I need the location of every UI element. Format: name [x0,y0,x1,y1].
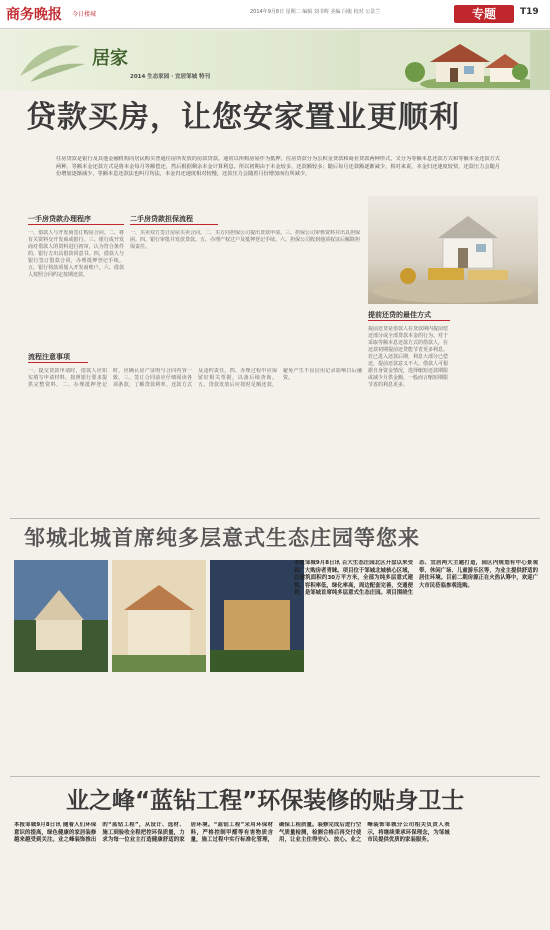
page-number: T19 [520,7,539,17]
article-divider [10,776,540,777]
headline-blue-diamond: 业之峰“蓝钻工程”环保装修的贴身卫士 [66,788,465,814]
section-text-prepay-cont [454,326,538,514]
section-tag: 专题 [454,5,514,23]
section-rule [28,224,124,225]
article-divider [10,518,540,519]
house-model-photo [368,196,538,304]
banner-subtitle: 2014 生态家园 · 宜居邹城 特刊 [130,74,211,80]
column-name: 今日楼城 [72,11,97,18]
section-text-new-house: 一、借款人与开发商签订购房合同。二、将有关资料交开发商或银行。三、银行或开发商对借款人的资料进行初审，认为符合条件的，银行方出具借款同意书。四、借款人与银行签订借款合同，办理抵押登记手续。五、银行将款项划入开发商账户。六、借款人按照合同约定按期还款。 [28,230,124,278]
section-title-new-house: 一手房贷款办理程序 [28,215,91,223]
blue-diamond-article-text: 本报邹城9月8日讯 随着人们环保意识的提高，绿色健康的家居装修越来越受到关注。业之峰装饰推出的“蓝钻工程”，从设计、选材、施工到验收全程把控环保质量，力求为每一位业主打造健康舒适的家居环境。“蓝钻工程”采用环保材料，严格控制甲醛等有害物质含量，施工过程中实行标准化管理，确保工程质量。装修完成后进行空气质量检测，检测合格后再交付使用，让业主住得安心、放心。业之峰装饰邹城分公司相关负责人表示，将继续秉承环保理念，为邹城市民提供优质的家装服务。 [14,822,450,844]
banner-title: 居家 [92,48,128,69]
banner-house-image [360,32,530,88]
dateline: 2014年9月8日 星期二 编辑 刘书辉 美编 闫俊 校对 公景兰 [250,9,381,15]
section-title-notes: 流程注意事项 [28,353,70,361]
section-text-notes: 一、提交贷款申请时，借款人应如实填写申请材料，按照银行要求提供完整资料。二、办理抵押登记时，应确认房产证明与合同内容一致。三、签订合同前应仔细阅读各项条款，了解贷款利率、还款方式及违约责任。四、办理过程中应保留好相关票据，以备后续查询。五、贷款发放后应按时足额还款，避免产生不良信用记录影响日后融资。 [28,368,362,388]
leaf-decoration-icon [10,36,90,86]
intro-paragraph: 住房贷款是银行及其他金融机构向居民购买普通住房所发放的房款贷款。通常以所购房屋作为抵押。住房贷款分为公积金贷款和商业贷款两种形式，又分为等额本息还款方式和等额本金还款方式两种。等额本金还款方式是将本金每月等额偿还，然后根据剩余本金计算利息。所以初期由于本金较多，还款额较多；随后每月还款额逐渐减少，相对来说，本金归还速度较快，还款压力会随月份增加逐渐减少，等额本息还款法也叫月均法，本金归还速度相对较慢，还款压力会随着月份增加而有所减少。 [56,156,500,178]
manor-article-text: 本报邹城9月8日讯 百大生态庄园北区开盘以来受到广大购房者青睐。项目位于邹城北城核心区域，总建筑面积约30万平方米，全部为纯多层意式建筑，容积率低，绿化率高，周边配套完善，交通便利，是邹城首席纯多层意式生态庄园。项目围绕生态、宜居两大主题打造，园区内规划有中心景观带、休闲广场、儿童游乐区等，为业主提供舒适的居住环境。目前二期房源正在火热认筹中，欢迎广大市民莅临参观选购。 [294,560,538,597]
section-title-prepay: 提前还贷的最佳方式 [368,311,431,319]
section-rule [130,224,218,225]
section-text-resale: 一、买卖双方签订房屋买卖合同。二、买方向担保公司提出贷款申请。三、担保公司审核资料并出具担保函。四、银行审批并发放贷款。五、办理产权过户及抵押登记手续。六、担保公司收到他项权证后解除担保责任。 [130,230,360,250]
section-title-resale: 二手房贷款担保流程 [130,215,193,223]
headline-loan: 贷款买房，让您安家置业更顺利 [26,100,460,135]
section-rule [28,362,88,363]
section-text-prepay: 提前还贷是借款人在贷款期内提前偿还部分或全部贷款本金的行为。对于采取等额本息还款方式的借款人，在还款初期提前还贷能节省更多利息。若已进入还款后期，利息大部分已偿还，提前还款意义不大。借款人可根据自身资金情况，选择缩短还款期限或减少月供金额，一般而言缩短期限节省的利息更多。 [368,326,448,388]
manor-article-text-cont [14,678,294,774]
section-rule [368,320,450,321]
newspaper-logo: 商务晚报 [6,7,62,23]
headline-eco-manor: 邹城北城首席纯多层意式生态庄园等您来 [24,526,420,550]
